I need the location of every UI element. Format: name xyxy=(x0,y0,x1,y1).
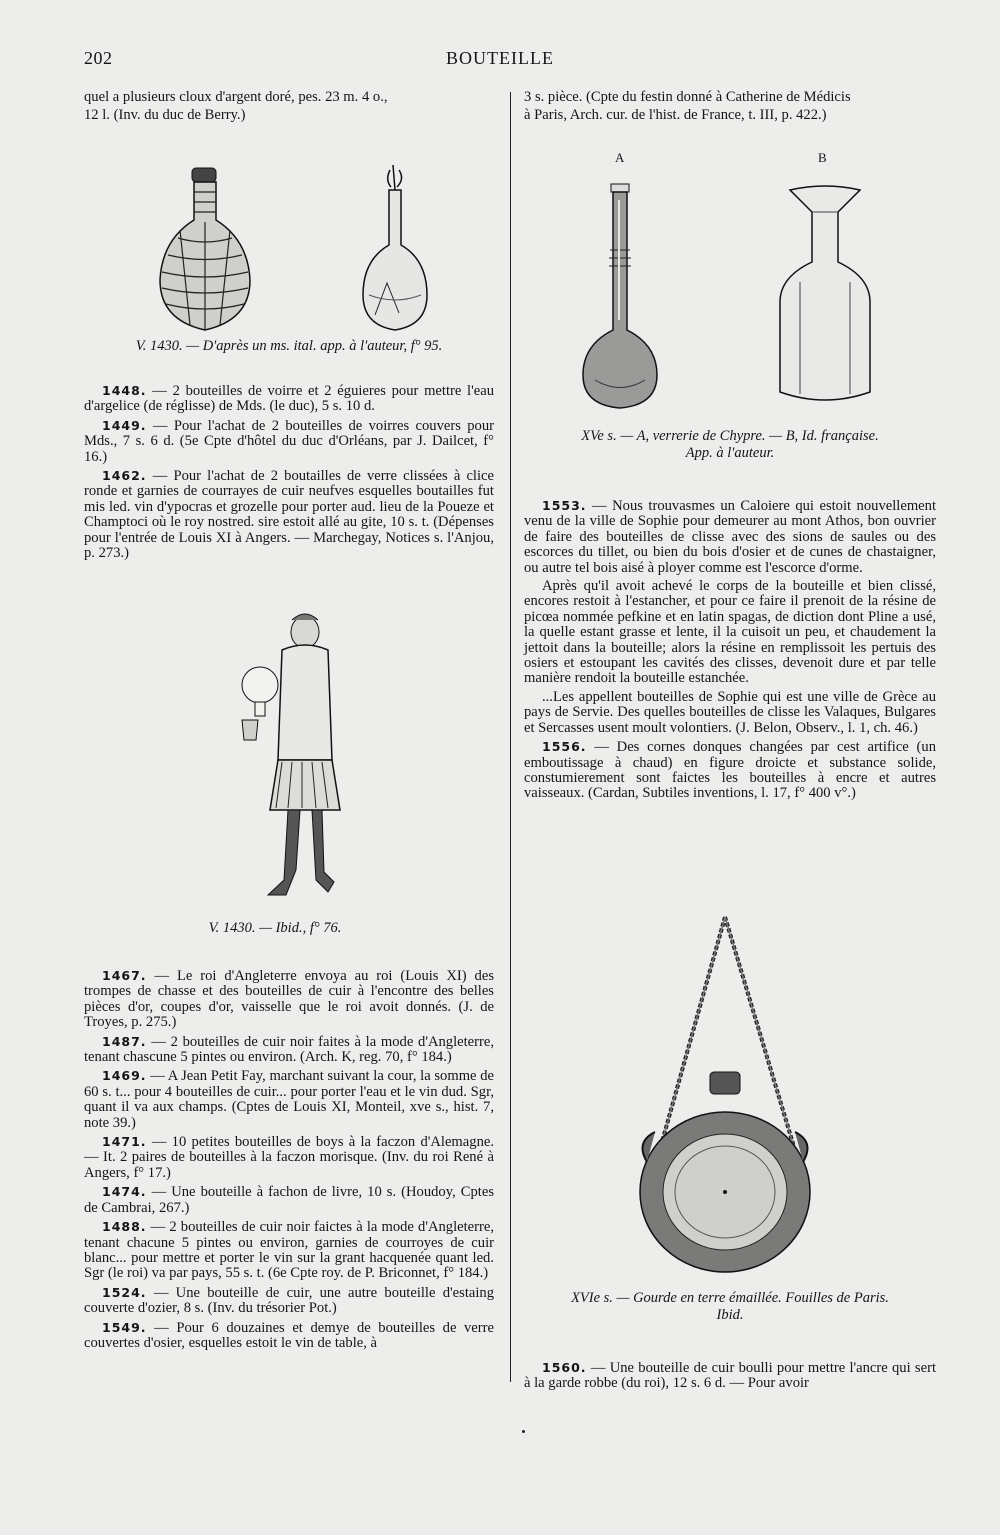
entry-year: 1549. xyxy=(102,1319,147,1335)
entry xyxy=(524,739,936,802)
entry-text: — 10 petites bouteilles de boys à la faczon d'Alemagne. — It. 2 paires de bouteilles à la faczon morisque. (Inv. du roi René à Angers, f° 17.) xyxy=(84,1134,494,1181)
french-glass-bottle-illustration xyxy=(770,182,880,412)
caption-line: App. à l'auteur. xyxy=(685,445,775,461)
entry-year: 1560. xyxy=(542,1360,587,1375)
entry xyxy=(84,418,494,465)
entry xyxy=(84,1285,494,1317)
intro-line: à Paris, Arch. cur. de l'hist. de France, t. III, p. 422.) xyxy=(524,107,827,124)
entry-year: 1471. xyxy=(102,1134,147,1150)
entry xyxy=(524,498,936,576)
running-head: BOUTEILLE xyxy=(446,48,554,68)
entry-year: 1448. xyxy=(102,383,147,398)
entry xyxy=(84,1219,494,1282)
entry-text: — Pour l'achat de 2 boutailles de verre clissées à clice ronde et garnies de courrayes de cuir neufves esquelles boutailles fut mis led. vin d'ypocras et grozelle pour porter aud. lieu de la Poueze et Champtoci où le roy nostred. sire estoit allé au gite, 10 s. t. (Dépenses pour l'entrée de Louis XI à Angers. — Marchegay, Notices s. l'Anjou, p. 273.) xyxy=(84,468,494,562)
entry-year: 1524. xyxy=(102,1284,147,1300)
entry-year: 1449. xyxy=(102,417,147,433)
entry xyxy=(524,1360,936,1392)
page-boy-illustration xyxy=(220,610,370,910)
caption-line: XVe s. — A, verrerie de Chypre. — B, Id. française. xyxy=(581,428,879,444)
entry xyxy=(84,1068,494,1131)
page-number: 202 xyxy=(84,48,113,68)
entry-year: 1488. xyxy=(102,1219,147,1235)
entry-year: 1474. xyxy=(102,1184,147,1200)
caption-line: XVIe s. — Gourde en terre émaillée. Fouilles de Paris. xyxy=(571,1290,889,1306)
entry-text: — Le roi d'Angleterre envoya au roi (Louis XI) des trompes de chasse et des bouteilles de cuir à l'encontre des belles pièces d'or, coupes d'or, vaisselle que le roi avoit donnés. (J. de Troyes, p. 275.) xyxy=(84,968,494,1031)
entry-year: 1467. xyxy=(102,968,147,983)
entry xyxy=(84,1134,494,1181)
figure-label-b: B xyxy=(818,150,827,165)
enamelled-gourd-illustration xyxy=(625,912,835,1282)
caption-line: Ibid. xyxy=(716,1307,744,1323)
right-caption-1 xyxy=(524,428,936,462)
entry-text: — Une bouteille à fachon de livre, 10 s. (Houdoy, Cptes de Cambrai, 267.) xyxy=(84,1184,494,1216)
left-caption-2: V. 1430. — Ibid., f° 76. xyxy=(208,920,342,936)
figure-label-a: A xyxy=(615,150,625,165)
entry-text: — 2 bouteilles de cuir noir faictes à la mode d'Angleterre, tenant chacune 5 pintes ou environ, garnies de courroyes de cuir blanc... pour mettre et porter le vin sur la grant hacquenée quant led. Sgr (le roi) va par pays, 55 s. t. (6e Cpte roy. de P. Briconnet, f° 184.) xyxy=(84,1219,494,1282)
entry xyxy=(84,1320,494,1352)
entry-text: — Pour 6 douzaines et demye de bouteilles de verre couvertes d'osier, esquelles estoit le vin de table, à xyxy=(84,1319,494,1351)
small-flask-illustration xyxy=(355,165,435,335)
left-intro xyxy=(84,90,494,127)
left-caption-1: V. 1430. — D'après un ms. ital. app. à l'auteur, f° 95. xyxy=(135,338,443,354)
left-entries-b xyxy=(84,968,494,1354)
entry-year: 1556. xyxy=(542,739,587,755)
column-divider xyxy=(510,92,511,1382)
entry-text: — 2 bouteilles de cuir noir faites à la mode d'Angleterre, tenant chascune 5 pintes ou environ. (Arch. K, reg. 70, f° 184.) xyxy=(84,1033,494,1066)
left-entries-a xyxy=(84,383,494,564)
entry-year: 1469. xyxy=(102,1068,147,1084)
intro-line: 12 l. (Inv. du duc de Berry.) xyxy=(84,107,246,124)
entry xyxy=(84,1184,494,1216)
right-entries-c xyxy=(524,1360,936,1395)
right-intro xyxy=(524,90,936,127)
entry xyxy=(84,383,494,415)
right-caption-2 xyxy=(524,1290,936,1324)
entry-text: — Des cornes donques changées par cest artifice (un emboutissage à chaud) en figure droicte et substance solide, constumierement sont faictes les bouteilles à encre et autres vaisseaux. (Cardan, Subtiles inventions, l. 17, f° 400 v°.) xyxy=(524,739,936,802)
entry-text: — A Jean Petit Fay, marchant suivant la cour, la somme de 60 s. t... pour 4 bouteilles de cuir... pour porter l'eau et le vin dud. Sgr, quant il va aux champs. (Cptes de Louis XI, Monteil, xve s., hist. 7, note 39.) xyxy=(84,1068,494,1131)
paragraph: Après qu'il avoit achevé le corps de la bouteille et bien clissé, encores restoit à l'estancher, et pour ce faire il prenoit de la résine de picœa nommée pefkine et en latin spagas, de diction dont Pline a usé, la quelle estant grasse et lente, il la cuisoit un peu, et chaudement la jettoit dans la bouteille; alors la résine en remplissoit les pertuis des osiers et estoupant les cavités des clisses, devenoit dure et par telle manière rendoit la bouteille estanchée. xyxy=(524,578,936,687)
entry xyxy=(84,1034,494,1066)
entry-year: 1487. xyxy=(102,1033,147,1049)
entry-text: — Une bouteille de cuir boulli pour mettre l'ancre qui sert à la garde robbe (du roi), 12 s. 6 d. — Pour avoir xyxy=(524,1360,936,1392)
entry-year: 1462. xyxy=(102,468,147,484)
entry-text: — 2 bouteilles de voirre et 2 éguieres pour mettre l'eau d'argelice (de réglisse) de Mds. (le duc), 5 s. 10 d. xyxy=(84,383,494,415)
intro-line: quel a plusieurs cloux d'argent doré, pes. 23 m. 4 o., xyxy=(84,89,388,105)
entry xyxy=(84,468,494,561)
entry-text: — Une bouteille de cuir, une autre bouteille d'estaing couverte d'ozier, 8 s. (Inv. du trésorier Pot.) xyxy=(84,1284,494,1317)
ink-fleck xyxy=(522,1430,525,1433)
paragraph: ...Les appellent bouteilles de Sophie qui est une ville de Grèce au pays de Servie. Des quelles bouteilles de clisse les Valaques, Bulgares et Sercasses usent moult volontiers. (J. Belon, Observ., l. 1, ch. 46.) xyxy=(524,688,936,736)
entry-text: — Nous trouvasmes un Caloiere qui estoit nouvellement venu de la ville de Sophie pour demeurer au mont Athos, bon ouvrier de faire des bouteilles de clisse avec des sions de saules ou des escorces du tillet, ou bien du bois d'osier et de cunes de chastaigner, ou autre tel bois aisé à ployer comme est l'escorce d'orme. xyxy=(524,498,936,576)
right-entries xyxy=(524,498,936,805)
entry-year: 1553. xyxy=(542,498,587,513)
wicker-bottle-illustration xyxy=(150,160,260,340)
cypriot-glass-bottle-illustration xyxy=(575,180,665,410)
entry-text: — Pour l'achat de 2 bouteilles de voirres couvers pour Mds., 7 s. 6 d. (5e Cpte d'hôtel du duc d'Orléans, par J. Dailcet, f° 16.) xyxy=(84,417,494,465)
entry xyxy=(84,968,494,1031)
intro-line: 3 s. pièce. (Cpte du festin donné à Catherine de Médicis xyxy=(524,89,851,105)
